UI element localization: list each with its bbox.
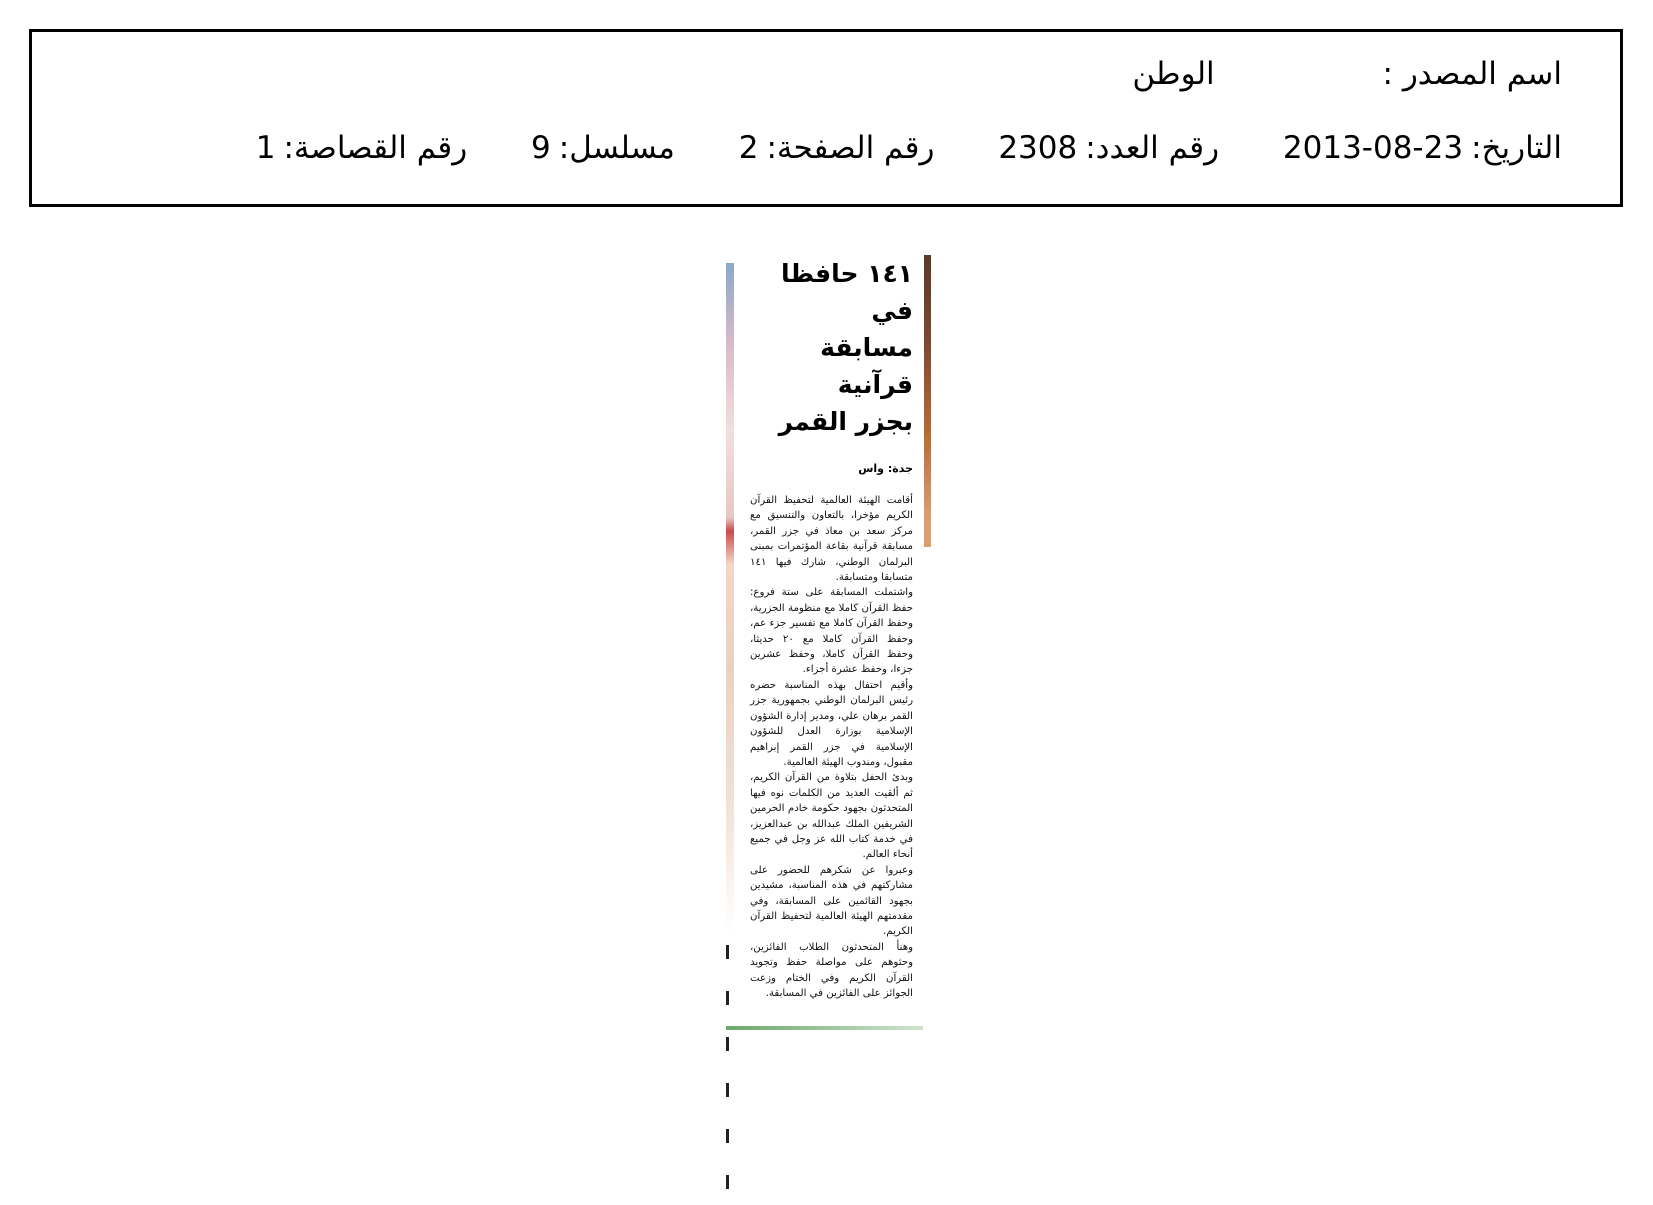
date-value: 2013-08-23 xyxy=(1282,130,1464,166)
page-value: 2 xyxy=(738,130,759,166)
article-headline xyxy=(750,255,913,440)
issue-field xyxy=(998,128,1219,168)
article-paragraph: وأقيم احتفال بهذه المناسبة حضره رئيس البرلمان الوطني بجمهورية جزر القمر برهان علي، ومدير إدارة الشؤون الإسلامية بوزارة العدل للشؤون الإسلامية في جزر القمر إبراهيم مقبول، ومندوب الهيئة العالمية. xyxy=(750,679,913,768)
article xyxy=(750,255,913,1001)
headline-line-1: ١٤١ حافظا في xyxy=(781,259,913,325)
clipping-number-value: 1 xyxy=(255,130,276,166)
source-value: الوطن xyxy=(1132,56,1215,92)
page-label: رقم الصفحة: xyxy=(766,130,935,166)
source-line xyxy=(1132,54,1562,94)
newspaper-clipping xyxy=(726,255,931,1030)
column-bottom-rule xyxy=(726,1026,923,1030)
issue-value: 2308 xyxy=(998,130,1078,166)
article-paragraph: وهنأ المتحدثون الطلاب الفائزين، وحثوهم على مواصلة حفظ وتجويد القرآن الكريم وفي الختام وزعت الجوائز على الفائزين في المسابقة. xyxy=(750,941,913,999)
date-label: التاريخ: xyxy=(1471,130,1562,166)
article-paragraph: وبدئ الحفل بتلاوة من القرآن الكريم، ثم ألقيت العديد من الكلمات نوه فيها المتحدثون بجهود حكومة خادم الحرمين الشريفين الملك عبدالله بن عبدالعزيز، في خدمة كتاب الله عز وجل في جميع أنحاء العالم. xyxy=(750,772,913,861)
page-field xyxy=(739,128,935,168)
adjacent-column-fragment xyxy=(726,945,729,1205)
issue-label: رقم العدد: xyxy=(1085,130,1220,166)
adjacent-photo-strip xyxy=(726,263,734,933)
adjacent-photo-strip-right xyxy=(924,255,931,547)
source-field xyxy=(1375,54,1562,94)
headline-line-3: بجزر القمر xyxy=(778,407,913,436)
serial-field xyxy=(531,128,675,168)
clipping-header-box xyxy=(29,29,1623,207)
article-paragraph: واشتملت المسابقة على ستة فروع: حفظ القرآن كاملا مع منظومة الجزرية، وحفظ القرآن كاملا مع تفسير جزء عم، وحفظ القرآن كاملا مع ٢٠ حديثا، وحفظ القرآن كاملا، وحفظ عشرين جزءا، وحفظ عشرة أجزاء. xyxy=(750,587,914,676)
article-byline: جدة: واس xyxy=(858,462,913,475)
metadata-line xyxy=(256,128,1562,168)
clipping-number-label: رقم القصاصة: xyxy=(283,130,468,166)
date-field xyxy=(1283,128,1562,168)
headline-line-2: مسابقة قرآنية xyxy=(820,333,913,399)
article-paragraph: وعبروا عن شكرهم للحضور على مشاركتهم في هذه المناسبة، مشيدين بجهود القائمين على المسابقة، وفي مقدمتهم الهيئة العالمية لتحفيظ القرآن الكريم. xyxy=(750,864,913,938)
serial-label: مسلسل: xyxy=(558,130,675,166)
serial-value: 9 xyxy=(531,130,551,166)
clipping-number-field xyxy=(256,128,467,168)
article-paragraph: أقامت الهيئة العالمية لتحفيظ القرآن الكريم مؤخرا، بالتعاون والتنسيق مع مركز سعد بن معاذ في جزر القمر، مسابقة قرآنية بقاعة المؤتمرات بمبنى البرلمان الوطني، شارك فيها ١٤١ متسابقا ومتسابقة. xyxy=(750,495,913,584)
source-label: اسم المصدر : xyxy=(1382,56,1562,92)
article-body xyxy=(750,493,913,1001)
